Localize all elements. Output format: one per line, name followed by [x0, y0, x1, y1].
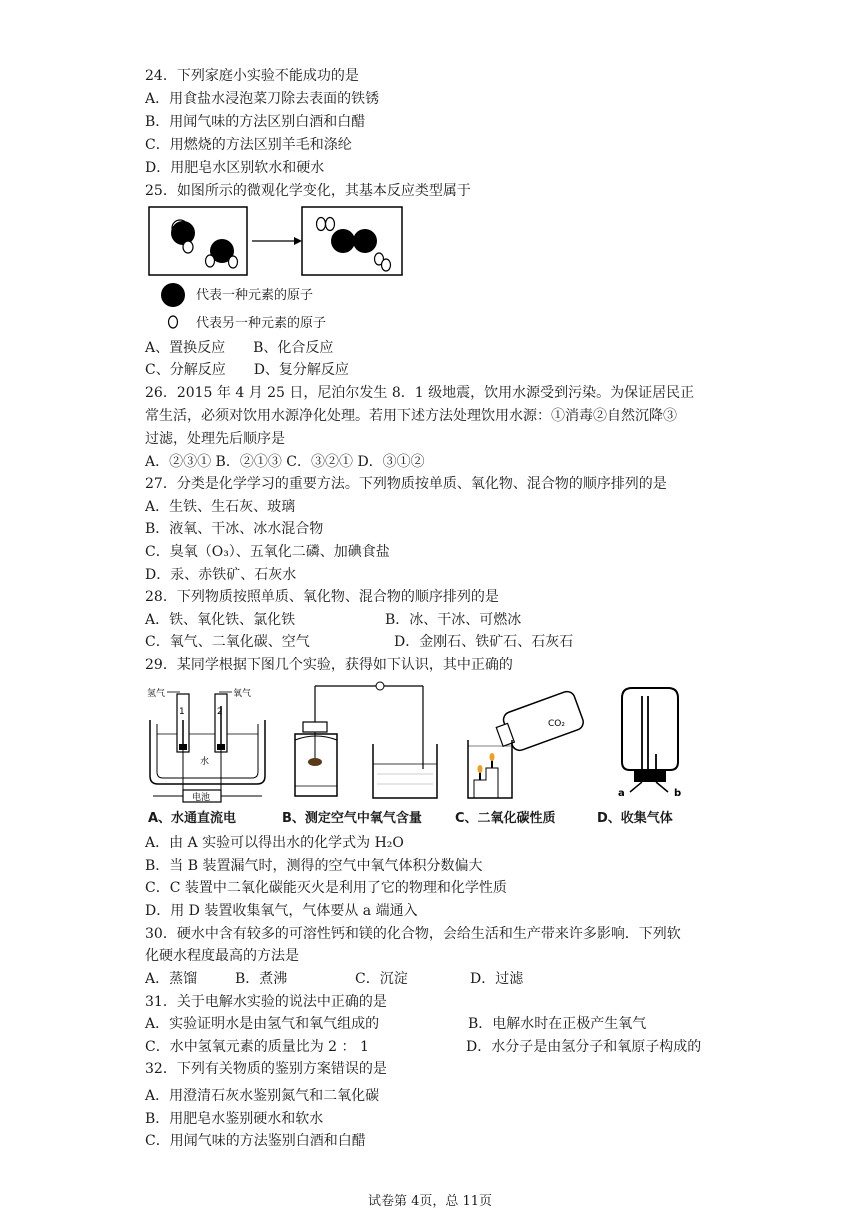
q31-option-b: B．电解水时在正极产生氧气 — [468, 1016, 647, 1032]
q27-option-c: C．臭氧（O₃）、五氧化二磷、加碘食盐 — [145, 544, 390, 560]
q28-option-a: A．铁、氧化铁、氯化铁 — [145, 612, 296, 628]
q25-legend-white: 代表另一种元素的原子 — [196, 316, 327, 331]
q29-figure-a-electrolysis — [145, 684, 270, 804]
fig-a-oxygen-label: 氧气 — [233, 689, 252, 699]
q29-option-d: D．用 D 装置收集氧气，气体要从 a 端通入 — [145, 903, 418, 919]
q28-option-d: D．金刚石、铁矿石、石灰石 — [394, 634, 574, 650]
q28-stem: 28．下列物质按照单质、氧化物、混合物的顺序排列的是 — [145, 589, 499, 605]
q29-figure-c-co2-apparatus — [460, 684, 585, 804]
q25-options-row1: A、置换反应 B、化合反应 — [145, 340, 334, 356]
q30-line1: 30．硬水中含有较多的可溶性钙和镁的化合物，会给生活和生产带来许多影响．下列软 — [145, 926, 681, 942]
q27-option-d: D．汞、赤铁矿、石灰水 — [145, 567, 297, 583]
q29-figure-d-caption: D、收集气体 — [597, 811, 673, 826]
q32-option-c: C．用闻气味的方法鉴别白酒和白醋 — [145, 1133, 366, 1149]
q26-line3: 过滤，处理先后顺序是 — [145, 431, 285, 447]
q30-option-c: C．沉淀 — [355, 971, 408, 987]
q29-option-a: A．由 A 实验可以得出水的化学式为 H₂O — [145, 835, 404, 851]
fig-a-tube1-label: 2 — [217, 707, 223, 717]
q24-stem: 24．下列家庭小实验不能成功的是 — [145, 68, 359, 84]
q27-stem: 27．分类是化学学习的重要方法。下列物质按单质、氧化物、混合物的顺序排列的是 — [145, 476, 667, 492]
q27-option-b: B．液氧、干冰、冰水混合物 — [145, 521, 324, 537]
legend-white-atom-icon — [166, 314, 180, 330]
q25-reaction-diagram — [148, 206, 408, 278]
q30-line2: 化硬水程度最高的方法是 — [145, 948, 299, 964]
q28-option-b: B．冰、干冰、可燃冰 — [385, 612, 522, 628]
q29-figure-b-caption: B、测定空气中氧气含量 — [282, 811, 422, 826]
q30-option-b: B．煮沸 — [235, 971, 288, 987]
q29-figure-b-oxygen-apparatus — [285, 684, 445, 804]
fig-a-tube2-label: 1 — [179, 707, 185, 717]
q27-option-a: A．生铁、生石灰、玻璃 — [145, 499, 296, 515]
q32-stem: 32．下列有关物质的鉴别方案错误的是 — [145, 1061, 387, 1077]
q32-option-a: A．用澄清石灰水鉴别氮气和二氧化碳 — [145, 1088, 380, 1104]
q24-option-d: D．用肥皂水区别软水和硬水 — [145, 160, 325, 176]
q25-stem: 25．如图所示的微观化学变化，其基本反应类型属于 — [145, 183, 471, 199]
q24-option-c: C．用燃烧的方法区别羊毛和涤纶 — [145, 137, 352, 153]
q25-legend-black: 代表一种元素的原子 — [196, 288, 314, 303]
q29-figure-a-caption: A、水通直流电 — [148, 811, 237, 826]
q26-line1: 26．2015 年 4 月 25 日，尼泊尔发生 8．1 级地震，饮用水源受到污染。为保证居民正 — [145, 385, 695, 401]
q31-stem: 31．关于电解水实验的说法中正确的是 — [145, 994, 387, 1010]
q29-stem: 29．某同学根据下图几个实验，获得如下认识，其中正确的 — [145, 657, 513, 673]
q29-option-b: B．当 B 装置漏气时，测得的空气中氧气体积分数偏大 — [145, 858, 483, 874]
q29-figure-c-caption: C、二氧化碳性质 — [455, 811, 556, 826]
q31-option-c: C．水中氢氧元素的质量比为 2 ： 1 — [145, 1039, 369, 1055]
fig-d-b-label: b — [674, 788, 682, 799]
legend-black-atom-icon — [160, 282, 186, 308]
q26-options: A．②③① B．②①③ C．③②① D．③①② — [145, 454, 425, 470]
q24-option-b: B．用闻气味的方法区别白酒和白醋 — [145, 114, 366, 130]
q29-figure-d-gas-bottle — [600, 684, 700, 804]
q24-option-a: A．用食盐水浸泡菜刀除去表面的铁锈 — [145, 91, 380, 107]
q32-option-b: B．用肥皂水鉴别硬水和软水 — [145, 1111, 324, 1127]
fig-a-hydrogen-label: 氢气 — [147, 689, 166, 699]
fig-a-battery-label: 电池 — [192, 793, 211, 803]
q26-line2: 常生活，必须对饮用水源净化处理。若用下述方法处理饮用水源：①消毒②自然沉降③ — [145, 408, 677, 424]
fig-c-co2-label: CO₂ — [548, 719, 565, 729]
fig-a-water-label: 水 — [200, 757, 210, 767]
q31-option-a: A．实验证明水是由氢气和氧气组成的 — [145, 1016, 380, 1032]
q30-option-a: A．蒸馏 — [145, 971, 198, 987]
q31-option-d: D．水分子是由氢分子和氧原子构成的 — [466, 1039, 702, 1055]
q25-options-row2: C、分解反应 D、复分解反应 — [145, 362, 349, 378]
q29-option-c: C．C 装置中二氧化碳能灭火是利用了它的物理和化学性质 — [145, 880, 507, 896]
q28-option-c: C．氧气、二氧化碳、空气 — [145, 634, 310, 650]
q30-option-d: D．过滤 — [470, 971, 524, 987]
fig-d-a-label: a — [618, 788, 625, 799]
page-footer: 试卷第 4页，总 11页 — [367, 1194, 493, 1209]
